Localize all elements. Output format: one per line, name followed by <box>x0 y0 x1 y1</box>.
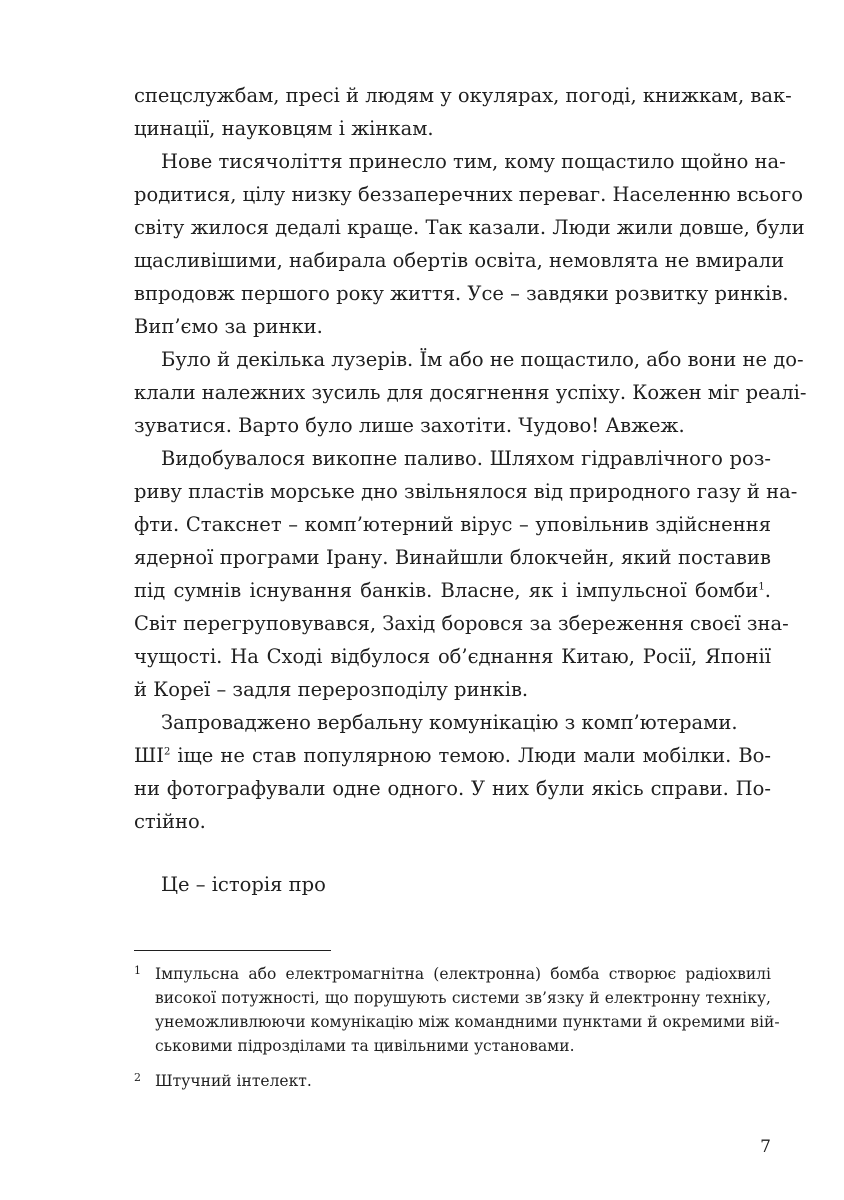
body-line: цинації, науковцям і жінкам. <box>134 117 434 140</box>
paragraph-start: Було й декілька лузерів. Їм або не пощастило, або вони не до- <box>161 348 804 371</box>
body-line: ядерної програми Ірану. Винайшли блокчейн, який поставив <box>134 546 771 569</box>
body-line: спецслужбам, пресі й людям у окулярах, погоді, книжкам, вак- <box>134 84 792 107</box>
body-line: чущості. На Сході відбулося об’єднання Китаю, Росії, Японії <box>134 645 771 668</box>
body-line: й Кореї – задля перерозподілу ринків. <box>134 678 529 701</box>
paragraph-start: Запроваджено вербальну комунікацію з комп’ютерами. <box>161 711 738 734</box>
body-line: стійно. <box>134 810 206 833</box>
body-line <box>134 739 771 772</box>
body-line: впродовж першого року життя. Усе – завдяки розвитку ринків. <box>134 282 789 305</box>
body-line: риву пластів морське дно звільнялося від природного газу й на- <box>134 480 798 503</box>
body-line: клали належних зусиль для досягнення успіху. Кожен міг реалі- <box>134 381 807 404</box>
body-line <box>134 574 771 607</box>
paragraph-start: Нове тисячоліття принесло тим, кому пощастило щойно на- <box>161 150 786 173</box>
paragraph-start: Видобувалося викопне паливо. Шляхом гідравлічного роз- <box>161 447 771 470</box>
footnote-line: ськовими підрозділами та цивільними установами. <box>155 1037 575 1055</box>
body-line: зуватися. Варто було лише захотіти. Чудово! Авжеж. <box>134 414 685 437</box>
body-line: ни фотографували одне одного. У них були якісь справи. По- <box>134 777 771 800</box>
footnote-line: Імпульсна або електромагнітна (електронна) бомба створює радіохвилі <box>155 965 771 983</box>
footnote-number: 2 <box>134 1071 141 1084</box>
body-line: світу жилося дедалі краще. Так казали. Люди жили довше, були <box>134 216 805 239</box>
abbreviation: ШІ <box>134 744 164 767</box>
footnote-line: унеможливлюючи комунікацію між командними пунктами й окремими вій- <box>155 1013 780 1031</box>
body-line-text: іще не став популярною темою. Люди мали мобілки. Во- <box>170 744 771 767</box>
body-line-text: під сумнів існування банків. Власне, як і імпульсної бомби <box>134 579 759 602</box>
footnote-line: високої потужності, що порушують системи зв’язку й електронну техніку, <box>155 989 771 1007</box>
page-number: 7 <box>760 1137 771 1157</box>
body-line: родитися, цілу низку беззаперечних переваг. Населенню всього <box>134 183 803 206</box>
footnote-ref-1: 1 <box>758 581 765 593</box>
footnote-line: Штучний інтелект. <box>155 1072 312 1090</box>
body-line: щасливішими, набирала обертів освіта, немовлята не вмирали <box>134 249 785 272</box>
body-line: Вип’ємо за ринки. <box>134 315 323 338</box>
sentence-period: . <box>764 579 771 602</box>
footnote-number: 1 <box>134 964 141 977</box>
footnote-divider <box>134 950 331 951</box>
closing-line: Це – історія про <box>161 873 326 896</box>
body-line: Світ перегруповувався, Захід боровся за збереження своєї зна- <box>134 612 789 635</box>
footnote-ref-2: 2 <box>163 746 171 758</box>
body-line: фти. Стакснет – комп’ютерний вірус – уповільнив здійснення <box>134 513 771 536</box>
